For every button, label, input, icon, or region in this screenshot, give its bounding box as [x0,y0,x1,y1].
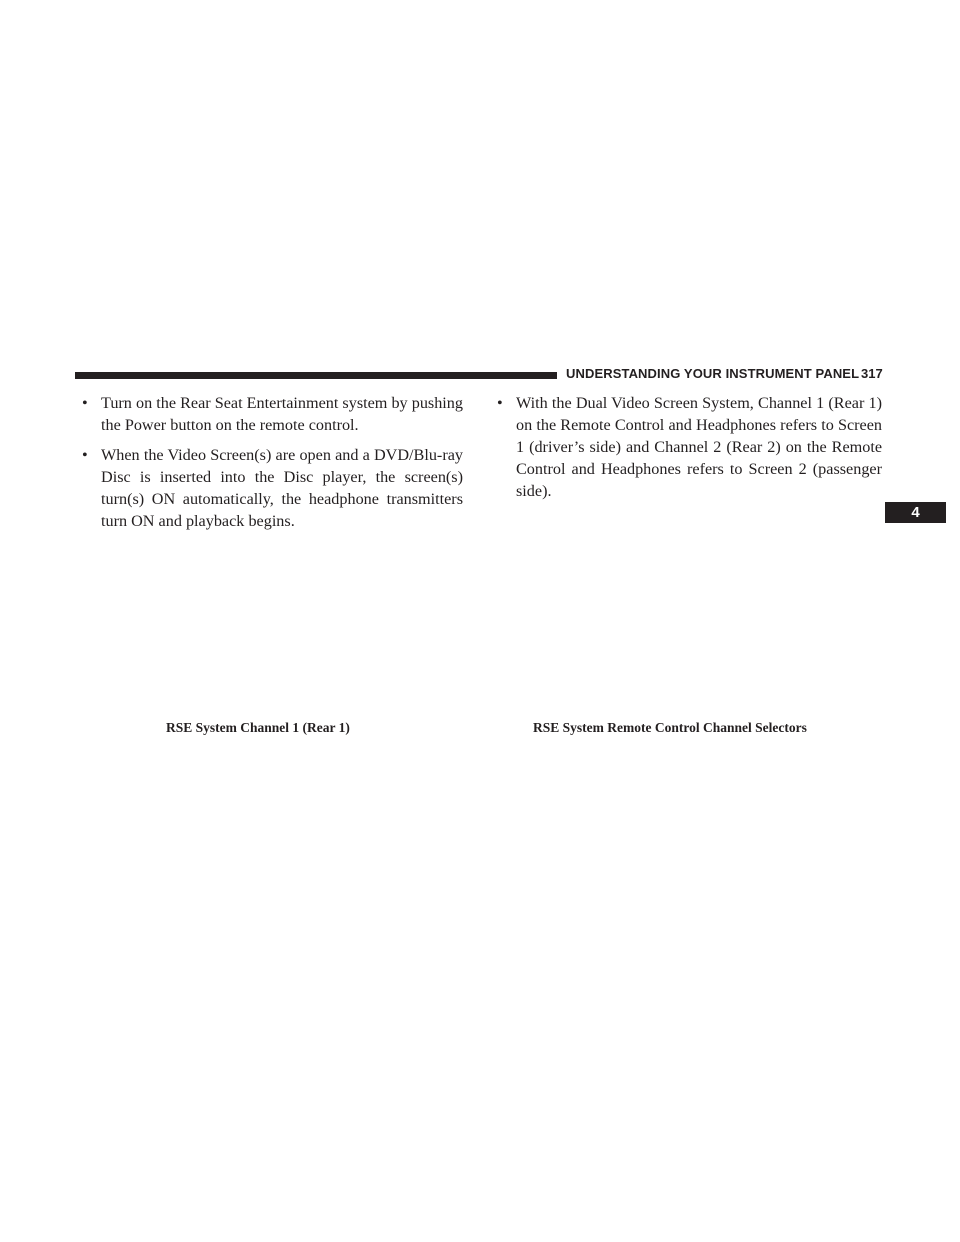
list-item [82,392,463,436]
figure-caption-left: RSE System Channel 1 (Rear 1) [166,720,350,735]
figure-caption-right: RSE System Remote Control Channel Selectors [533,720,807,735]
chapter-tab: 4 [885,502,946,523]
page-number: 317 [861,366,883,381]
left-column [82,392,463,540]
list-item-text: Turn on the Rear Seat Entertainment system by pushing the Power button on the remote control. [101,394,463,434]
bullet-icon: • [497,394,503,412]
right-column [497,392,882,510]
bullet-icon: • [82,394,88,412]
list-item [497,392,882,502]
list-item-text: With the Dual Video Screen System, Channel 1 (Rear 1) on the Remote Control and Headphones refers to Screen 1 (driver’s side) and Channel 2 (Rear 2) on the Remote Control and Headphones refers to Screen 2 (passenger side). [516,394,882,500]
list-item-text: When the Video Screen(s) are open and a DVD/Blu-ray Disc is inserted into the Disc player, the screen(s) turn(s) ON automatically, the headphone transmitters turn ON and playback begins. [101,446,463,530]
bullet-icon: • [82,446,88,464]
header-rule [75,372,557,379]
list-item [82,444,463,532]
section-title: UNDERSTANDING YOUR INSTRUMENT PANEL [566,366,860,381]
